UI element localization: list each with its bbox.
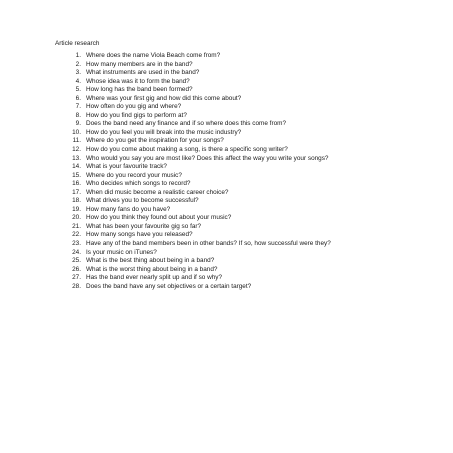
question-item (64, 274, 331, 283)
question-text: Where does the name Viola Beach come from? (86, 52, 221, 59)
question-text: What has been your favourite gig so far? (86, 222, 202, 230)
question-text: Does the band have any set objectives or a certain target? (86, 282, 252, 290)
question-number: 25. (72, 257, 81, 265)
question-number: 13. (72, 154, 81, 162)
question-item (64, 214, 331, 223)
question-text: What instruments are used in the band? (86, 69, 200, 77)
question-number: 10. (72, 128, 81, 136)
question-text: How do you come about making a song, is there a specific song writer? (86, 146, 288, 154)
question-item (64, 52, 331, 61)
question-number: 24. (72, 248, 81, 256)
question-number: 17. (72, 188, 81, 196)
question-number: 12. (72, 146, 81, 154)
question-item (64, 257, 331, 266)
question-text: How many members are in the band? (86, 60, 193, 68)
question-number: 26. (72, 265, 81, 273)
question-list (64, 52, 331, 291)
question-number: 6. (75, 94, 81, 102)
question-number: 23. (72, 240, 81, 248)
question-item (64, 240, 331, 249)
question-item (64, 266, 331, 275)
question-number: 20. (72, 214, 81, 222)
question-text: Who would you say you are most like? Does this affect the way you write your songs? (86, 154, 329, 162)
question-item (64, 249, 331, 258)
question-item (64, 163, 331, 172)
question-item (64, 180, 331, 189)
question-text: How do you think they found out about your music? (86, 214, 232, 222)
question-text: What drives you to become successful? (86, 197, 199, 205)
question-text: How do you feel you will break into the music industry? (86, 128, 242, 136)
question-text: Whose idea was it to form the band? (86, 77, 190, 85)
question-item (64, 86, 331, 95)
question-number: 7. (75, 103, 81, 111)
question-item (64, 120, 331, 129)
question-text: Where was your first gig and how did this come about? (86, 94, 242, 102)
question-text: When did music become a realistic career choice? (86, 188, 229, 196)
question-item (64, 146, 331, 155)
question-item (64, 95, 331, 104)
question-text: What is the best thing about being in a band? (86, 257, 215, 265)
question-number: 18. (72, 197, 81, 205)
question-text: What is the worst thing about being in a band? (86, 265, 218, 273)
question-text: How often do you gig and where? (86, 103, 182, 111)
question-number: 28. (72, 282, 81, 290)
question-number: 3. (75, 69, 81, 77)
question-number: 9. (75, 120, 81, 128)
question-item (64, 283, 331, 292)
question-number: 15. (72, 171, 81, 179)
question-item (64, 61, 331, 70)
question-item (64, 155, 331, 164)
question-number: 21. (72, 222, 81, 230)
question-item (64, 103, 331, 112)
question-number: 14. (72, 163, 81, 171)
question-item (64, 206, 331, 215)
question-number: 8. (75, 111, 81, 119)
question-text: Is your music on iTunes? (86, 248, 157, 256)
question-number: 19. (72, 205, 81, 213)
question-item (64, 231, 331, 240)
question-text: Have any of the band members been in other bands? If so, how successful were they? (86, 240, 331, 248)
question-item (64, 69, 331, 78)
question-text: Does the band need any finance and if so where does this come from? (86, 120, 287, 128)
question-text: Has the band ever nearly split up and if so why? (86, 274, 223, 282)
question-text: Where do you record your music? (86, 171, 182, 179)
question-number: 2. (75, 60, 81, 68)
question-number: 11. (72, 137, 81, 145)
question-number: 5. (75, 86, 81, 94)
question-text: How long has the band been formed? (86, 86, 193, 94)
question-text: How many songs have you released? (86, 231, 193, 239)
question-item (64, 189, 331, 198)
question-number: 27. (72, 274, 81, 282)
question-text: Who decides which songs to record? (86, 180, 191, 188)
question-text: How do you find gigs to perform at? (86, 111, 187, 119)
question-number: 4. (75, 77, 81, 85)
question-item (64, 137, 331, 146)
question-number: 22. (72, 231, 81, 239)
document-title: Article research (55, 40, 100, 47)
question-text: What is your favourite track? (86, 163, 167, 171)
question-item (64, 112, 331, 121)
question-item (64, 197, 331, 206)
question-number: 16. (72, 180, 81, 188)
question-item (64, 172, 331, 181)
question-item (64, 78, 331, 87)
question-item (64, 129, 331, 138)
question-item (64, 223, 331, 232)
question-text: How many fans do you have? (86, 205, 171, 213)
question-text: Where do you get the inspiration for your songs? (86, 137, 224, 145)
question-number: 1. (75, 52, 81, 59)
